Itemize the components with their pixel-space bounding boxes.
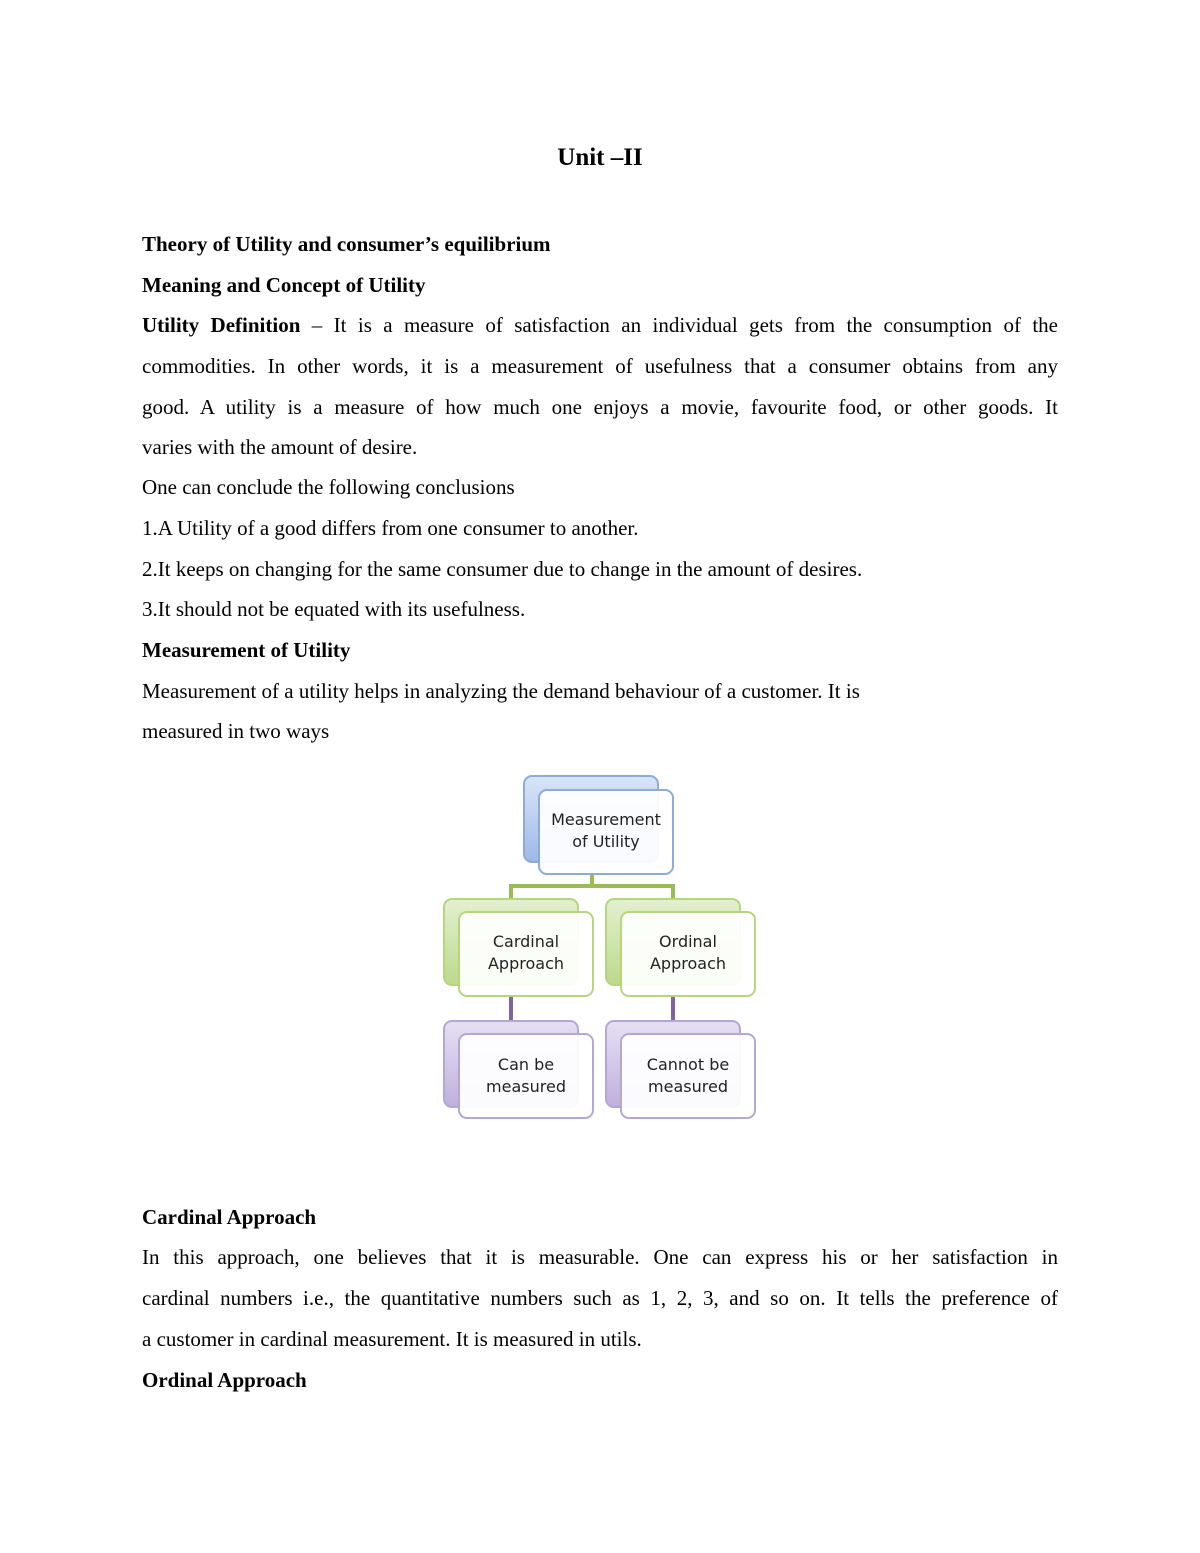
node-cardinal-label-line2: Approach — [487, 954, 564, 973]
heading-theory-of-utility: Theory of Utility and consumer’s equilibrium — [142, 232, 551, 256]
node-can-be-measured-line1: Can be — [497, 1055, 555, 1074]
conclusion-item-3: 3.It should not be equated with its usefulness. — [142, 597, 526, 621]
heading-meaning-of-utility: Meaning and Concept of Utility — [142, 273, 426, 297]
cardinal-line-1: In this approach, one believes that it is measurable. One can express his or her satisfaction in — [142, 1245, 1058, 1269]
node-cannot-be-measured-line1: Cannot be — [646, 1055, 730, 1074]
node-ordinal-label-line1: Ordinal — [659, 932, 717, 951]
heading-ordinal-approach: Ordinal Approach — [142, 1368, 307, 1392]
conclusion-item-2: 2.It keeps on changing for the same consumer due to change in the amount of desires. — [142, 557, 863, 581]
definition-line-2: commodities. In other words, it is a measurement of usefulness that a consumer obtains from any — [142, 354, 1058, 378]
heading-cardinal-approach: Cardinal Approach — [142, 1205, 317, 1229]
conclusions-intro: One can conclude the following conclusions — [142, 475, 515, 499]
cardinal-line-3: a customer in cardinal measurement. It is measured in utils. — [142, 1327, 642, 1351]
heading-measurement-of-utility: Measurement of Utility — [142, 638, 351, 662]
node-root-label-line2: of Utility — [572, 832, 640, 851]
connector-root-to-level2 — [511, 874, 673, 902]
cardinal-line-2: cardinal numbers i.e., the quantitative numbers such as 1, 2, 3, and so on. It tells the preference of — [142, 1286, 1058, 1310]
node-can-be-measured-line2: measured — [486, 1077, 566, 1096]
definition-text: – It is a measure of satisfaction an individual gets from the consumption of the — [300, 313, 1058, 337]
node-cardinal-label — [459, 931, 593, 975]
measurement-line-2: measured in two ways — [142, 719, 330, 743]
node-ordinal-label — [621, 931, 755, 975]
node-cardinal-label-line1: Cardinal — [492, 932, 560, 951]
definition-line-1 — [142, 310, 1058, 340]
node-cannot-be-measured-line2: measured — [648, 1077, 728, 1096]
page-title: Unit –II — [557, 144, 643, 171]
node-cannot-be-measured-label — [621, 1054, 755, 1098]
node-root-label — [539, 809, 673, 853]
node-root-label-line1: Measurement — [551, 810, 661, 829]
measurement-line-1: Measurement of a utility helps in analyzing the demand behaviour of a customer. It is — [142, 679, 860, 703]
definition-term: Utility Definition — [142, 313, 301, 337]
node-can-be-measured-label — [459, 1054, 593, 1098]
node-ordinal-label-line2: Approach — [649, 954, 726, 973]
measurement-hierarchy-diagram — [430, 766, 770, 1136]
definition-line-4: varies with the amount of desire. — [142, 435, 418, 459]
definition-line-3: good. A utility is a measure of how much one enjoys a movie, favourite food, or other goods. It — [142, 395, 1058, 419]
conclusion-item-1: 1.A Utility of a good differs from one consumer to another. — [142, 516, 639, 540]
